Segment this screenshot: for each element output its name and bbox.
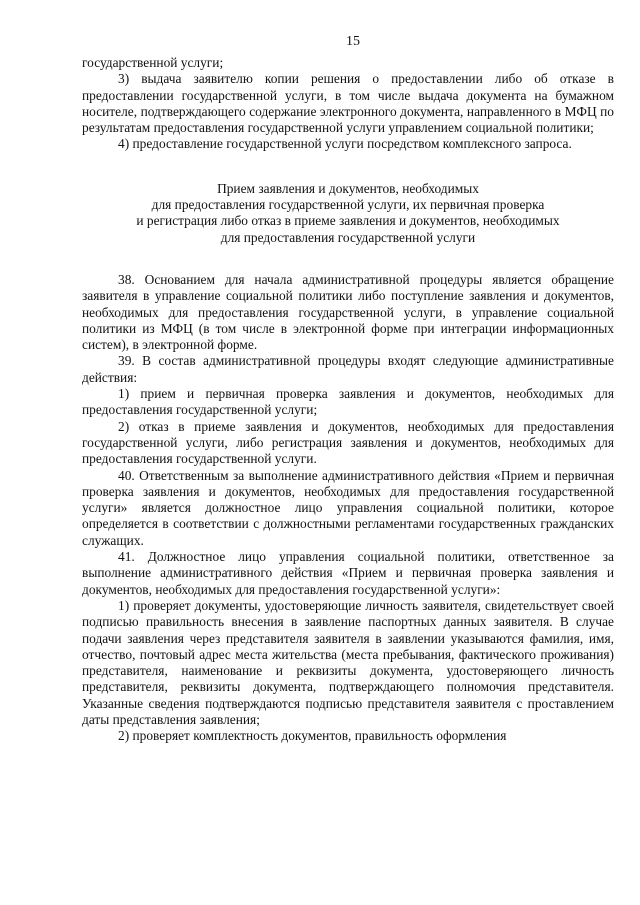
section-heading [82,181,614,246]
page-number: 15 [346,34,360,49]
paragraph-40: 40. Ответственным за выполнение административного действия «Прием и первичная проверка заявления и документов, необходимых для предоставления государственной услуги» является должностное лицо управления социальной политики, которое определяется в соответствии с должностными регламентами государственных гражданских служащих. [82,467,614,548]
section-heading-line: для предоставления государственной услуги, их первичная проверка [151,197,545,213]
section-heading-line: для предоставления государственной услуги [220,229,476,245]
paragraph-41: 41. Должностное лицо управления социальной политики, ответственное за выполнение административного действия «Прием и первичная проверка заявления и документов, необходимых для предоставления государственной услуги»: [82,549,614,597]
paragraph-item-4: 4) предоставление государственной услуги посредством комплексного запроса. [118,136,572,152]
paragraph-41-item-2: 2) проверяет комплектность документов, правильность оформления [118,728,507,744]
paragraph-38: 38. Основанием для начала административной процедуры является обращение заявителя в управление социальной политики либо поступление заявления и документов, необходимых для предоставления государственной услуги, в управление социальной политики из МФЦ (в том числе в электронной форме при интеграции информационных систем), в электронной форме. [82,271,614,353]
section-heading-line: и регистрация либо отказ в приеме заявления и документов, необходимых [136,213,560,229]
paragraph-41-item-1: 1) проверяет документы, удостоверяющие личность заявителя, свидетельствует своей подписью правильность внесения в заявление паспортных данных заявителя. В случае подачи заявления через представителя заявителя в заявлении указываются фамилия, имя, отчество, почтовый адрес места жительства (места пребывания, фактического проживания) представителя, наименование и реквизиты документа, удостоверяющего личность представителя, реквизиты документа, подтверждающего полномочия представителя. Указанные сведения подтверждаются подписью представителя заявителя с проставлением даты представления заявления; [82,597,614,727]
paragraph-item-3: 3) выдача заявителю копии решения о предоставлении либо об отказе в предоставлении государственной услуги, в том числе выдача документа на бумажном носителе, подтверждающего содержание электронного документа, направленного в МФЦ по результатам предоставления государственной услуги управлением социальной политики; [82,71,614,136]
paragraph-39-item-2: 2) отказ в приеме заявления и документов, необходимых для предоставления государственной услуги, либо регистрация заявления и документов, необходимых для предоставления государственной услуги. [82,418,614,467]
paragraph-continuation: государственной услуги; [82,55,224,70]
section-heading-line: Прием заявления и документов, необходимых [217,180,479,196]
paragraph-39-item-1: 1) прием и первичная проверка заявления и документов, необходимых для предоставления государственной услуги; [82,386,614,418]
paragraph-39: 39. В состав административной процедуры входят следующие административные действия: [82,353,614,385]
